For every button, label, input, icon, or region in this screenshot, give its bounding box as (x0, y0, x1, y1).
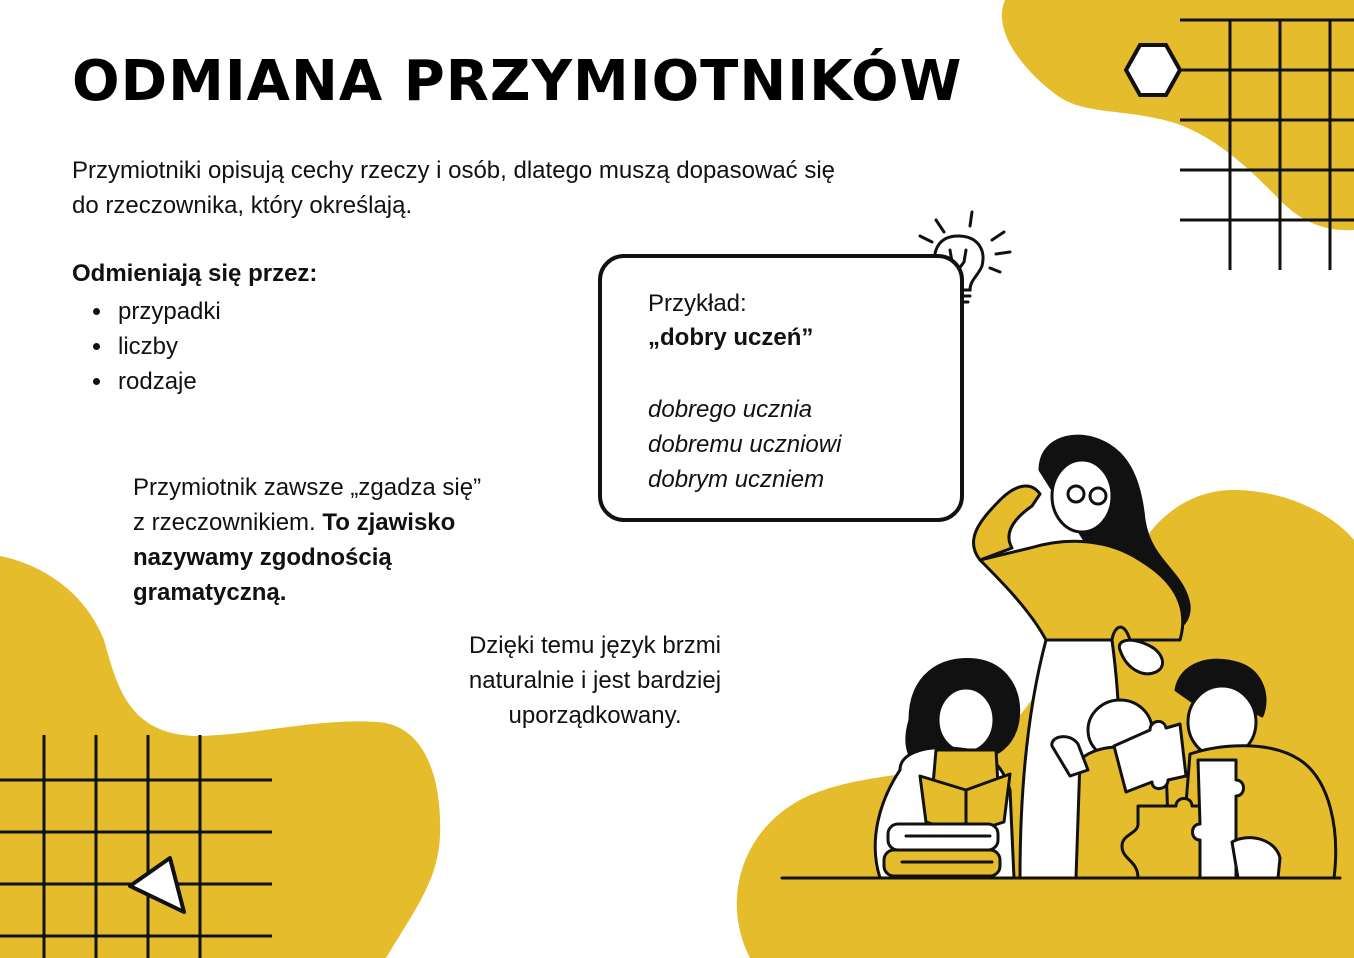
agreement-bold-1: To zjawisko (322, 509, 456, 536)
example-form: dobrym uczniem (648, 466, 825, 493)
conclusion-line-3: uporządkowany. (508, 702, 682, 729)
intro-line-1: Przymiotniki opisują cechy rzeczy i osób, dlatego muszą dopasować się (72, 157, 836, 184)
list-item: • rodzaje (114, 364, 221, 399)
agreement-bold-3: gramatyczną. (133, 579, 287, 606)
list-item: • przypadki (114, 294, 221, 329)
agreement-line-1: Przymiotnik zawsze „zgadza się” (133, 474, 482, 501)
agreement-bold-2: nazywamy zgodnością (133, 544, 392, 571)
inflection-list (72, 294, 221, 399)
conclusion-line-2: naturalnie i jest bardziej (468, 667, 722, 694)
example-form: dobremu uczniowi (648, 431, 842, 458)
example-form: dobrego ucznia (648, 396, 813, 423)
top-right-blob (1002, 0, 1354, 230)
example-forms-list (648, 392, 841, 497)
list-item: • liczby (114, 329, 221, 364)
intro-line-2: do rzeczownika, który określają. (72, 192, 413, 219)
inflection-heading: Odmieniają się przez: (72, 260, 318, 287)
page-title: ODMIANA PRZYMIOTNIKÓW (72, 49, 963, 114)
conclusion-paragraph (410, 628, 780, 733)
example-phrase: „dobry uczeń” (648, 324, 814, 351)
agreement-paragraph (133, 470, 563, 610)
conclusion-line-1: Dzięki temu język brzmi (468, 632, 722, 659)
bottom-left-blob (0, 556, 440, 958)
hexagon-icon (1126, 45, 1180, 95)
intro-paragraph (72, 153, 1012, 223)
agreement-line-2: z rzeczownikiem. (133, 509, 316, 536)
example-label: Przykład: (648, 290, 747, 317)
example-box (598, 254, 964, 522)
